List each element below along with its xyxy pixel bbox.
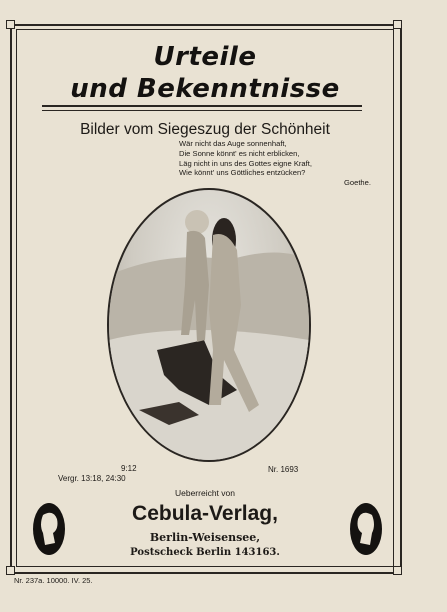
- postcheck: Postscheck Berlin 143163.: [130, 547, 280, 558]
- emblem-left-figure: [33, 503, 65, 555]
- photo-number: Nr. 1693: [268, 465, 299, 474]
- poem-author: Goethe.: [343, 178, 371, 187]
- publisher-name: Cebula-Verlag,: [132, 502, 278, 525]
- emblem-left: [33, 503, 65, 555]
- publisher-city: Berlin-Weisensee,: [149, 531, 261, 544]
- frame-corner-bottom-left: [6, 566, 15, 575]
- photo-oval: [107, 188, 311, 462]
- emblem-right-figure: [350, 503, 382, 555]
- photo-illustration: [109, 190, 309, 460]
- title-rule-thin: [42, 110, 362, 111]
- frame-corner-top-left: [6, 20, 15, 29]
- poem-line-2: Die Sonne könnt' es nicht erblicken,: [179, 148, 300, 158]
- title-line-2: und Bekenntnisse: [70, 74, 340, 104]
- presented-by: Ueberreicht von: [174, 488, 235, 498]
- title-rule: [42, 105, 362, 107]
- emblem-left-profile: [41, 513, 58, 545]
- emblem-right-profile: [358, 513, 375, 545]
- ratio-label: 9:12: [121, 464, 137, 473]
- poem: [179, 139, 379, 187]
- emblem-right: [350, 503, 382, 555]
- enlargement-label: Vergr. 13:18, 24:30: [58, 474, 126, 483]
- poem-line-3: Läg nicht in uns des Gottes eigne Kraft,: [179, 158, 312, 168]
- footer-print-info: Nr. 237a. 10000. IV. 25.: [14, 576, 93, 585]
- poem-line-1: Wär nicht das Auge sonnenhaft,: [179, 139, 287, 148]
- photo-figure-child-head: [185, 210, 209, 234]
- frame-corner-top-right: [393, 20, 402, 29]
- frame-corner-bottom-right: [393, 566, 402, 575]
- subtitle: Bilder vom Siegeszug der Schönheit: [80, 121, 330, 138]
- title-line-1: Urteile: [153, 42, 257, 72]
- poem-line-4: Wie könnt' uns Göttliches entzücken?: [179, 168, 306, 178]
